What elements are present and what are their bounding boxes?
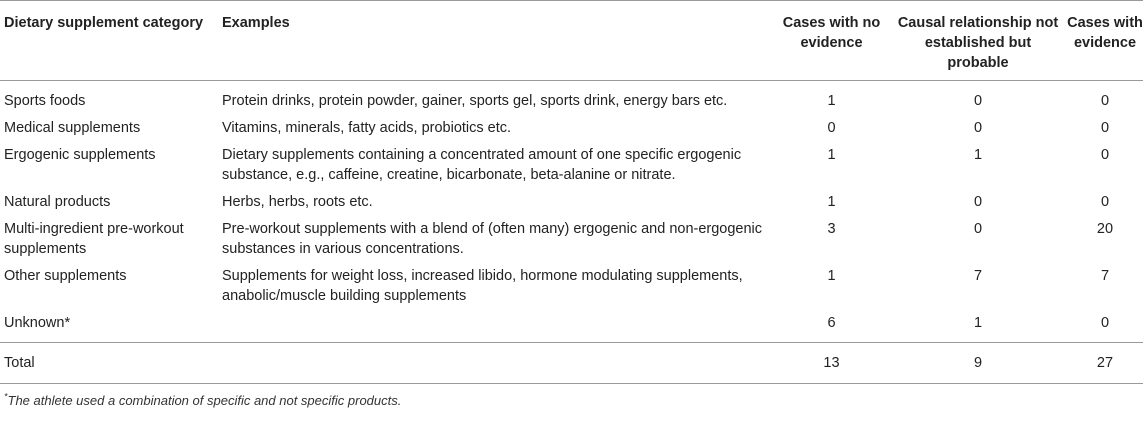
cell-examples <box>222 309 770 343</box>
total-row <box>0 343 1143 384</box>
cell-no-evidence: 1 <box>827 147 836 163</box>
table-row <box>0 309 1143 343</box>
cell-examples: Pre-workout supplements with a blend of (often many) ergogenic and non-ergogenic substances in various concentrations. <box>222 221 763 257</box>
table-row <box>0 215 1143 262</box>
cell-examples: Dietary supplements containing a concentrated amount of one specific ergogenic substance, e.g., caffeine, creatine, bicarbonate, beta-alanine or nitrate. <box>222 147 742 183</box>
table-row <box>0 114 1143 141</box>
cell-probable: 0 <box>973 93 983 109</box>
cell-no-evidence: 3 <box>827 221 836 237</box>
cell-probable: 1 <box>973 147 983 163</box>
header-row <box>0 1 1143 81</box>
cell-category: Natural products <box>4 194 111 210</box>
table-total <box>0 343 1143 384</box>
cell-examples: Supplements for weight loss, increased libido, hormone modulating supplements, anabolic/muscle building supplements <box>222 268 743 304</box>
cell-evidence: 0 <box>1100 315 1110 331</box>
table-footnote <box>0 384 1143 410</box>
cell-category: Medical supplements <box>4 120 141 136</box>
header-examples: Examples <box>222 15 290 31</box>
header-category: Dietary supplement category <box>4 15 204 31</box>
cell-no-evidence: 1 <box>827 93 836 109</box>
table-row <box>0 262 1143 309</box>
total-no-evidence: 13 <box>823 355 840 371</box>
cell-examples: Herbs, herbs, roots etc. <box>222 194 373 210</box>
cell-evidence: 7 <box>1100 268 1110 284</box>
header-probable: Causal relationship not established but probable <box>897 15 1059 71</box>
cell-no-evidence: 1 <box>827 268 836 284</box>
table-body <box>0 81 1143 343</box>
footnote-marker: * <box>4 391 8 402</box>
cell-evidence: 0 <box>1100 120 1110 136</box>
cell-evidence: 20 <box>1096 221 1114 237</box>
total-evidence: 27 <box>1096 355 1114 371</box>
table-row <box>0 81 1143 115</box>
cell-no-evidence: 0 <box>827 120 836 136</box>
table-row <box>0 141 1143 188</box>
table-row <box>0 188 1143 215</box>
cell-evidence: 0 <box>1100 194 1110 210</box>
total-label: Total <box>4 355 35 371</box>
table-header <box>0 1 1143 81</box>
cell-probable: 7 <box>973 268 983 284</box>
cell-no-evidence: 6 <box>827 315 836 331</box>
cell-category: Other supplements <box>4 268 127 284</box>
cell-category: Unknown* <box>4 315 71 331</box>
cell-probable: 0 <box>973 194 983 210</box>
header-evidence: Cases with evidence <box>1067 15 1143 51</box>
cell-category: Multi-ingredient pre-workout supplements <box>4 221 184 257</box>
cell-category: Ergogenic supplements <box>4 147 156 163</box>
total-examples-cell <box>222 343 770 384</box>
header-no-evidence: Cases with no evidence <box>782 15 881 51</box>
cell-probable: 1 <box>973 315 983 331</box>
total-probable: 9 <box>973 355 983 371</box>
cell-examples: Vitamins, minerals, fatty acids, probiotics etc. <box>222 120 512 136</box>
cell-examples: Protein drinks, protein powder, gainer, sports gel, sports drink, energy bars etc. <box>222 93 728 109</box>
footnote-text: The athlete used a combination of specific and not specific products. <box>7 393 402 408</box>
cell-category: Sports foods <box>4 93 86 109</box>
cell-no-evidence: 1 <box>827 194 836 210</box>
cell-probable: 0 <box>973 120 983 136</box>
cell-probable: 0 <box>973 221 983 237</box>
cell-evidence: 0 <box>1100 93 1110 109</box>
cell-evidence: 0 <box>1100 147 1110 163</box>
